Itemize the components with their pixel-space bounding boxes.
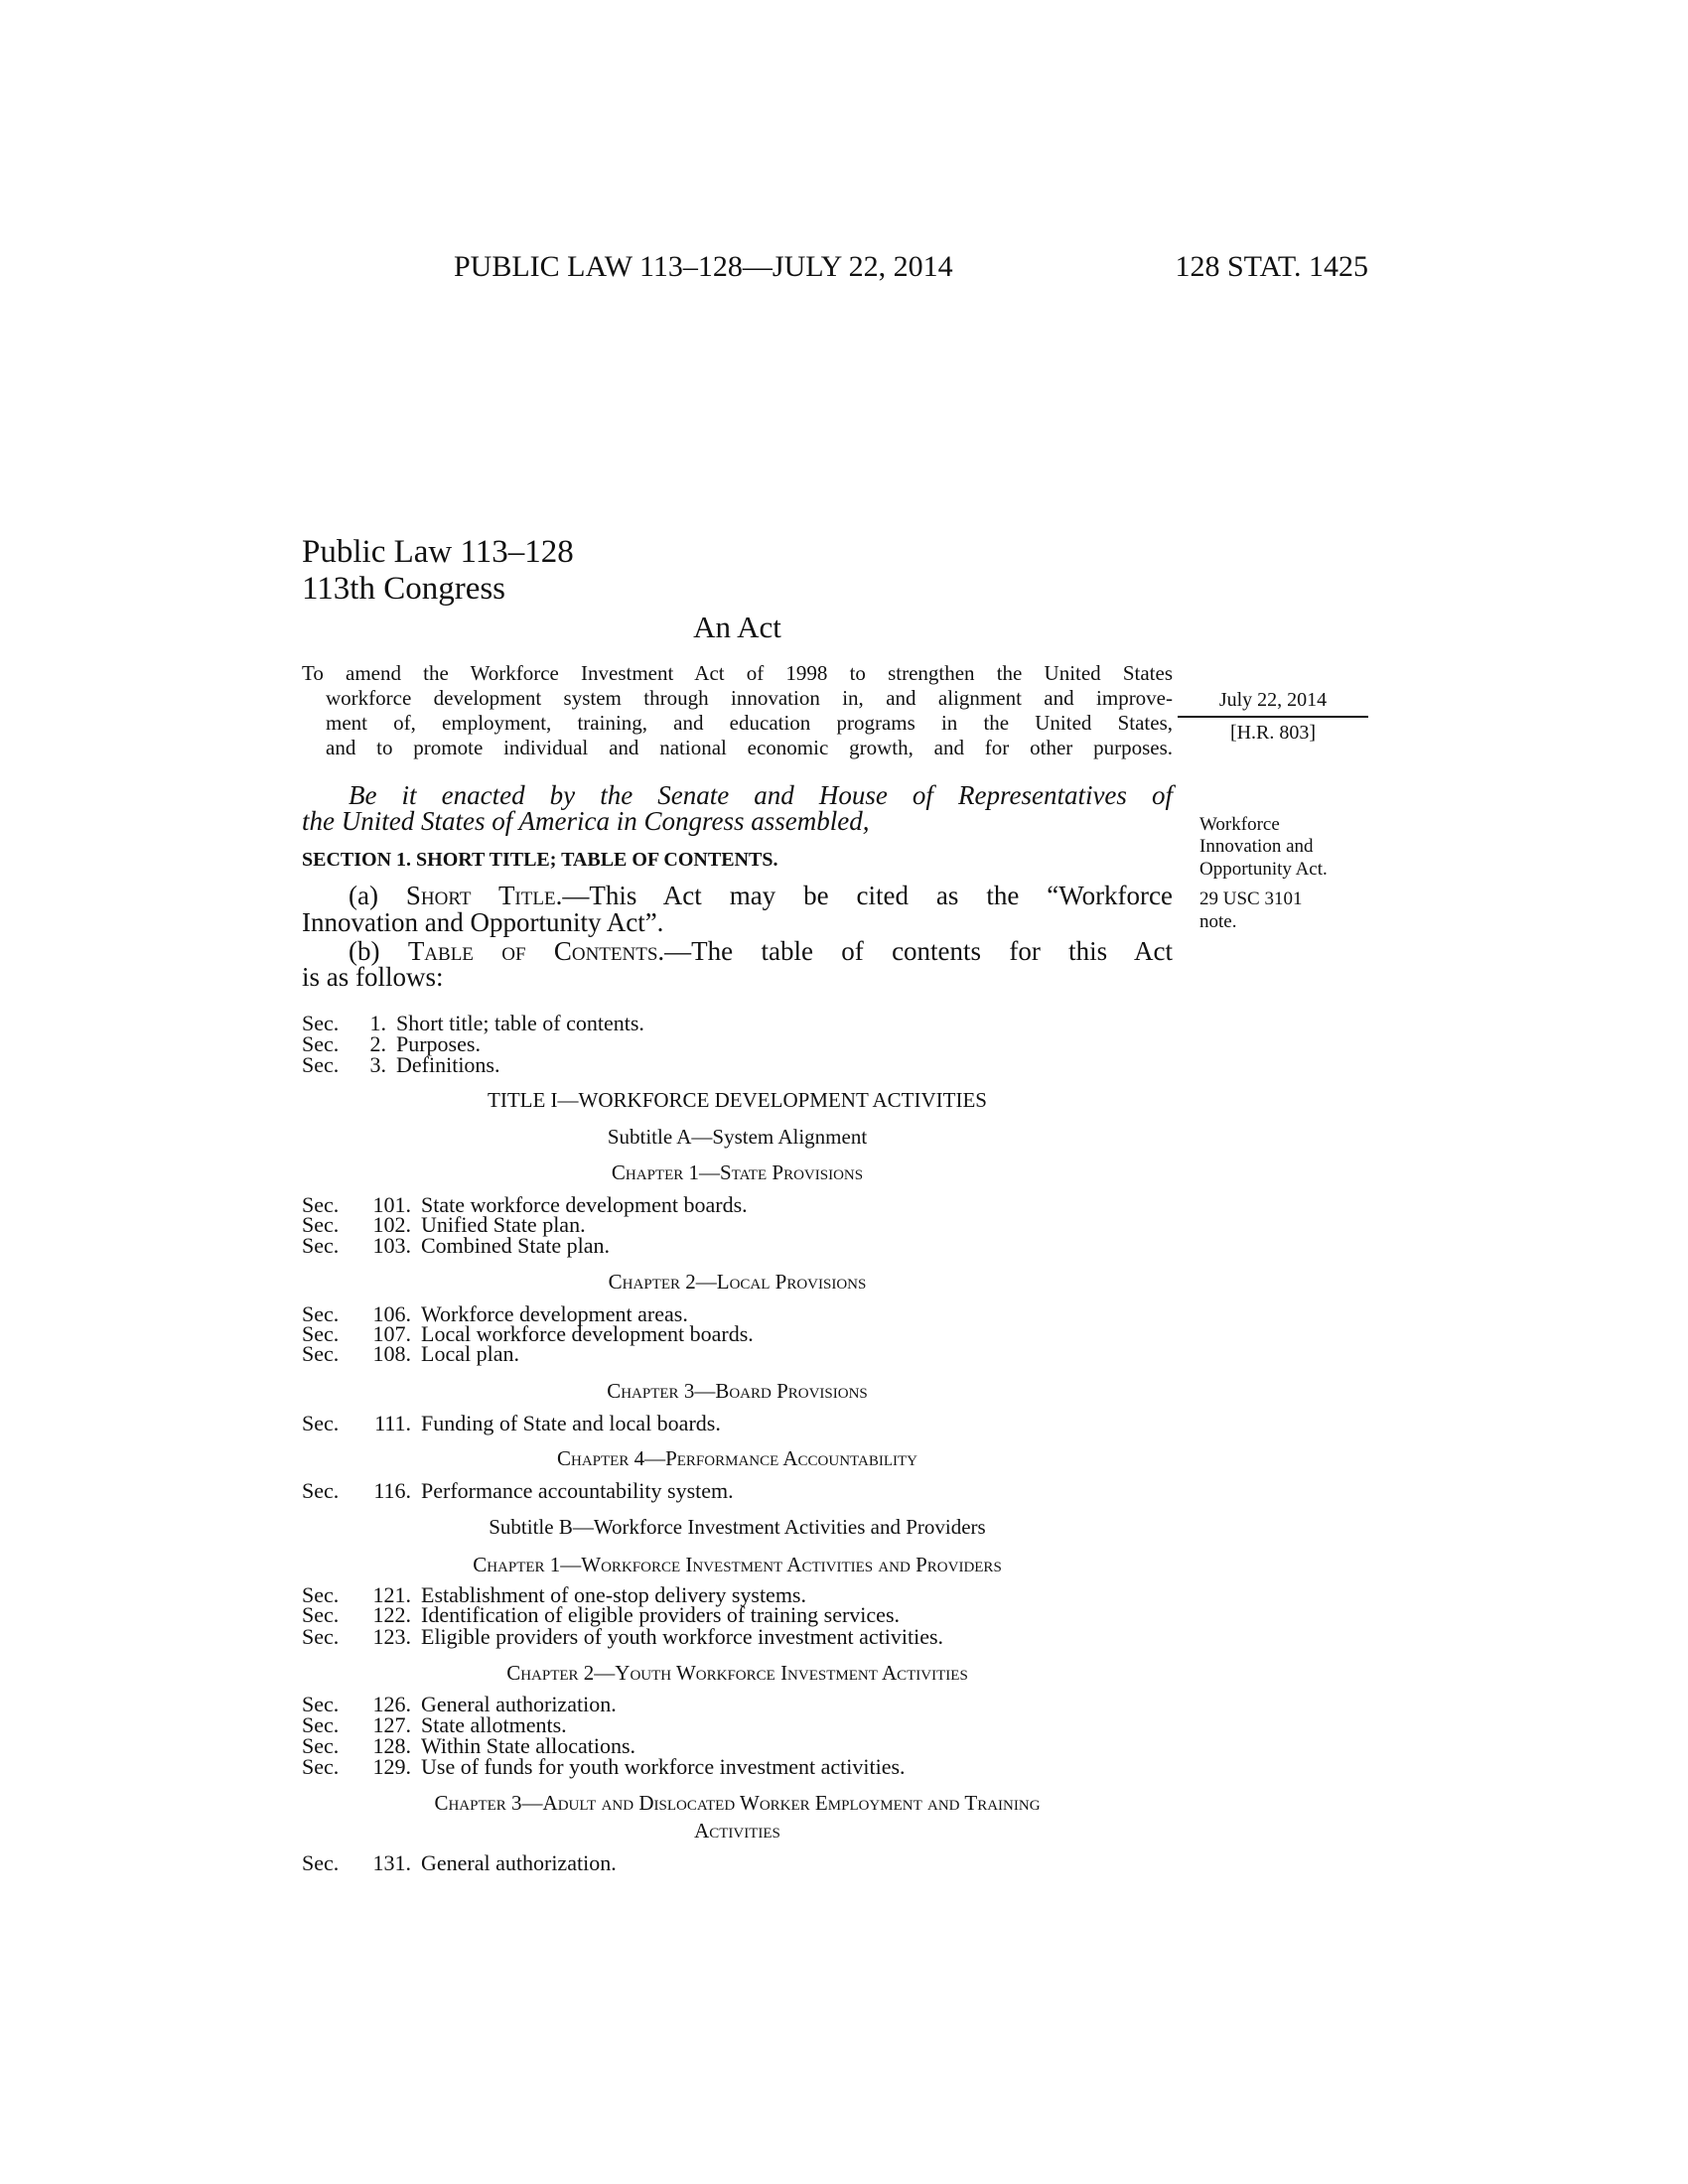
- paragraph-b: [349, 938, 1173, 965]
- purpose-line: workforce development system through innovation in, and alignment and improve-: [326, 686, 1173, 710]
- chapter-heading: Chapter 1—Workforce Investment Activities and Providers: [473, 1553, 1002, 1576]
- toc-sec: Sec.: [302, 1301, 340, 1326]
- toc-entry: [302, 1756, 906, 1778]
- toc-entry: [302, 1626, 943, 1648]
- toc-sec: Sec.: [302, 1233, 340, 1258]
- toc-sec: Sec.: [302, 1478, 340, 1503]
- purpose-line: ment of, employment, training, and education programs in the United States,: [326, 711, 1173, 735]
- para-text: .—The table of contents for this Act: [657, 936, 1173, 966]
- toc-sec: Sec.: [302, 1602, 340, 1627]
- law-number: Public Law 113–128: [302, 534, 574, 570]
- chapter-heading: Chapter 2—Local Provisions: [608, 1270, 867, 1294]
- toc-title: Workforce development areas.: [421, 1301, 688, 1326]
- toc-sec: Sec.: [302, 1582, 340, 1607]
- purpose-line: To amend the Workforce Investment Act of 1998 to strengthen the United States: [302, 661, 1173, 685]
- toc-number: 111.: [374, 1411, 411, 1435]
- toc-sec: Sec.: [302, 1321, 340, 1346]
- paragraph-a-line2: Innovation and Opportunity Act”.: [302, 907, 664, 937]
- toc-entry: [302, 1323, 754, 1345]
- toc-number: 123.: [372, 1624, 411, 1649]
- toc-entry: [302, 1054, 500, 1076]
- statute-page: 128 STAT. 1425: [1175, 250, 1368, 283]
- toc-number: 1.: [369, 1011, 386, 1035]
- para-heading: Table of Contents: [407, 936, 658, 966]
- toc-title: Purposes.: [396, 1031, 481, 1056]
- toc-number: 2.: [369, 1031, 386, 1056]
- toc-number: 131.: [372, 1850, 411, 1875]
- enacting-clause: the United States of America in Congress assembled,: [302, 806, 870, 836]
- toc-number: 106.: [372, 1301, 411, 1326]
- toc-sec: Sec.: [302, 1192, 340, 1217]
- toc-number: 102.: [372, 1212, 411, 1237]
- toc-entry: [302, 1235, 610, 1257]
- paragraph-a: [349, 883, 1173, 909]
- toc-title: Funding of State and local boards.: [421, 1411, 721, 1435]
- toc-title: Combined State plan.: [421, 1233, 611, 1258]
- toc-entry: [302, 1852, 617, 1874]
- toc-sec: Sec.: [302, 1341, 340, 1366]
- toc-number: 101.: [372, 1192, 411, 1217]
- toc-sec: Sec.: [302, 1733, 340, 1758]
- toc-title: Short title; table of contents.: [396, 1011, 644, 1035]
- toc-sec: Sec.: [302, 1212, 340, 1237]
- margin-rule: [1178, 716, 1368, 718]
- para-text: .—This Act may be cited as the “Workforce: [555, 881, 1174, 910]
- toc-entry: [302, 1413, 721, 1434]
- toc-number: 116.: [373, 1478, 411, 1503]
- section-heading: SECTION 1. SHORT TITLE; TABLE OF CONTENTS.: [302, 849, 778, 871]
- running-title: PUBLIC LAW 113–128—JULY 22, 2014: [454, 250, 953, 283]
- chapter-heading: Chapter 3—Board Provisions: [607, 1379, 868, 1403]
- chapter-heading: Chapter 3—Adult and Dislocated Worker Employment and Training: [434, 1791, 1041, 1815]
- congress: 113th Congress: [302, 571, 506, 607]
- margin-note: Innovation and: [1199, 836, 1314, 857]
- chapter-heading: Activities: [694, 1819, 780, 1843]
- margin-note: Opportunity Act.: [1199, 859, 1328, 880]
- toc-number: 122.: [372, 1602, 411, 1627]
- toc-title: State workforce development boards.: [421, 1192, 748, 1217]
- act-heading: An Act: [693, 610, 781, 644]
- toc-entry: [302, 1604, 900, 1626]
- margin-date: July 22, 2014: [1218, 689, 1328, 711]
- toc-sec: Sec.: [302, 1692, 340, 1716]
- toc-entry: [302, 1480, 734, 1502]
- paragraph-b-line2: is as follows:: [302, 962, 444, 992]
- margin-note: Workforce: [1199, 814, 1280, 835]
- toc-sec: Sec.: [302, 1031, 340, 1056]
- margin-bill: [H.R. 803]: [1229, 722, 1317, 744]
- para-label: (a): [349, 881, 406, 910]
- enacting-clause: Be it enacted by the Senate and House of Representatives of: [349, 780, 1173, 810]
- toc-title: Local plan.: [421, 1341, 519, 1366]
- toc-title: General authorization.: [421, 1692, 617, 1716]
- subtitle-heading: Subtitle B—Workforce Investment Activities and Providers: [489, 1515, 986, 1539]
- toc-entry: [302, 1343, 519, 1365]
- toc-title: Performance accountability system.: [421, 1478, 734, 1503]
- toc-number: 128.: [372, 1733, 411, 1758]
- toc-sec: Sec.: [302, 1712, 340, 1737]
- toc-number: 108.: [372, 1341, 411, 1366]
- margin-note: note.: [1199, 911, 1237, 932]
- toc-title: Local workforce development boards.: [421, 1321, 754, 1346]
- toc-number: 129.: [372, 1754, 411, 1779]
- toc-title: General authorization.: [421, 1850, 617, 1875]
- toc-number: 107.: [372, 1321, 411, 1346]
- toc-sec: Sec.: [302, 1411, 340, 1435]
- toc-sec: Sec.: [302, 1624, 340, 1649]
- toc-sec: Sec.: [302, 1011, 340, 1035]
- toc-title: Identification of eligible providers of training services.: [421, 1602, 901, 1627]
- margin-note: 29 USC 3101: [1199, 888, 1303, 909]
- toc-number: 103.: [372, 1233, 411, 1258]
- para-heading: Short Title: [405, 881, 556, 910]
- purpose-line: and to promote individual and national economic growth, and for other purposes.: [326, 736, 1173, 759]
- title-heading: TITLE I—WORKFORCE DEVELOPMENT ACTIVITIES: [488, 1088, 987, 1112]
- chapter-heading: Chapter 2—Youth Workforce Investment Activities: [506, 1661, 968, 1685]
- toc-title: Eligible providers of youth workforce investment activities.: [421, 1624, 944, 1649]
- subtitle-heading: Subtitle A—System Alignment: [607, 1125, 868, 1149]
- toc-sec: Sec.: [302, 1754, 340, 1779]
- toc-number: 3.: [369, 1052, 386, 1077]
- toc-sec: Sec.: [302, 1052, 340, 1077]
- toc-title: Establishment of one-stop delivery systems.: [421, 1582, 806, 1607]
- chapter-heading: Chapter 1—State Provisions: [611, 1160, 864, 1184]
- toc-title: Definitions.: [396, 1052, 500, 1077]
- toc-number: 121.: [372, 1582, 411, 1607]
- toc-number: 126.: [372, 1692, 411, 1716]
- toc-title: Unified State plan.: [421, 1212, 586, 1237]
- para-label: (b): [349, 936, 408, 966]
- toc-title: Within State allocations.: [421, 1733, 636, 1758]
- toc-title: Use of funds for youth workforce investment activities.: [421, 1754, 906, 1779]
- toc-title: State allotments.: [421, 1712, 567, 1737]
- toc-sec: Sec.: [302, 1850, 340, 1875]
- toc-number: 127.: [372, 1712, 411, 1737]
- chapter-heading: Chapter 4—Performance Accountability: [556, 1446, 917, 1470]
